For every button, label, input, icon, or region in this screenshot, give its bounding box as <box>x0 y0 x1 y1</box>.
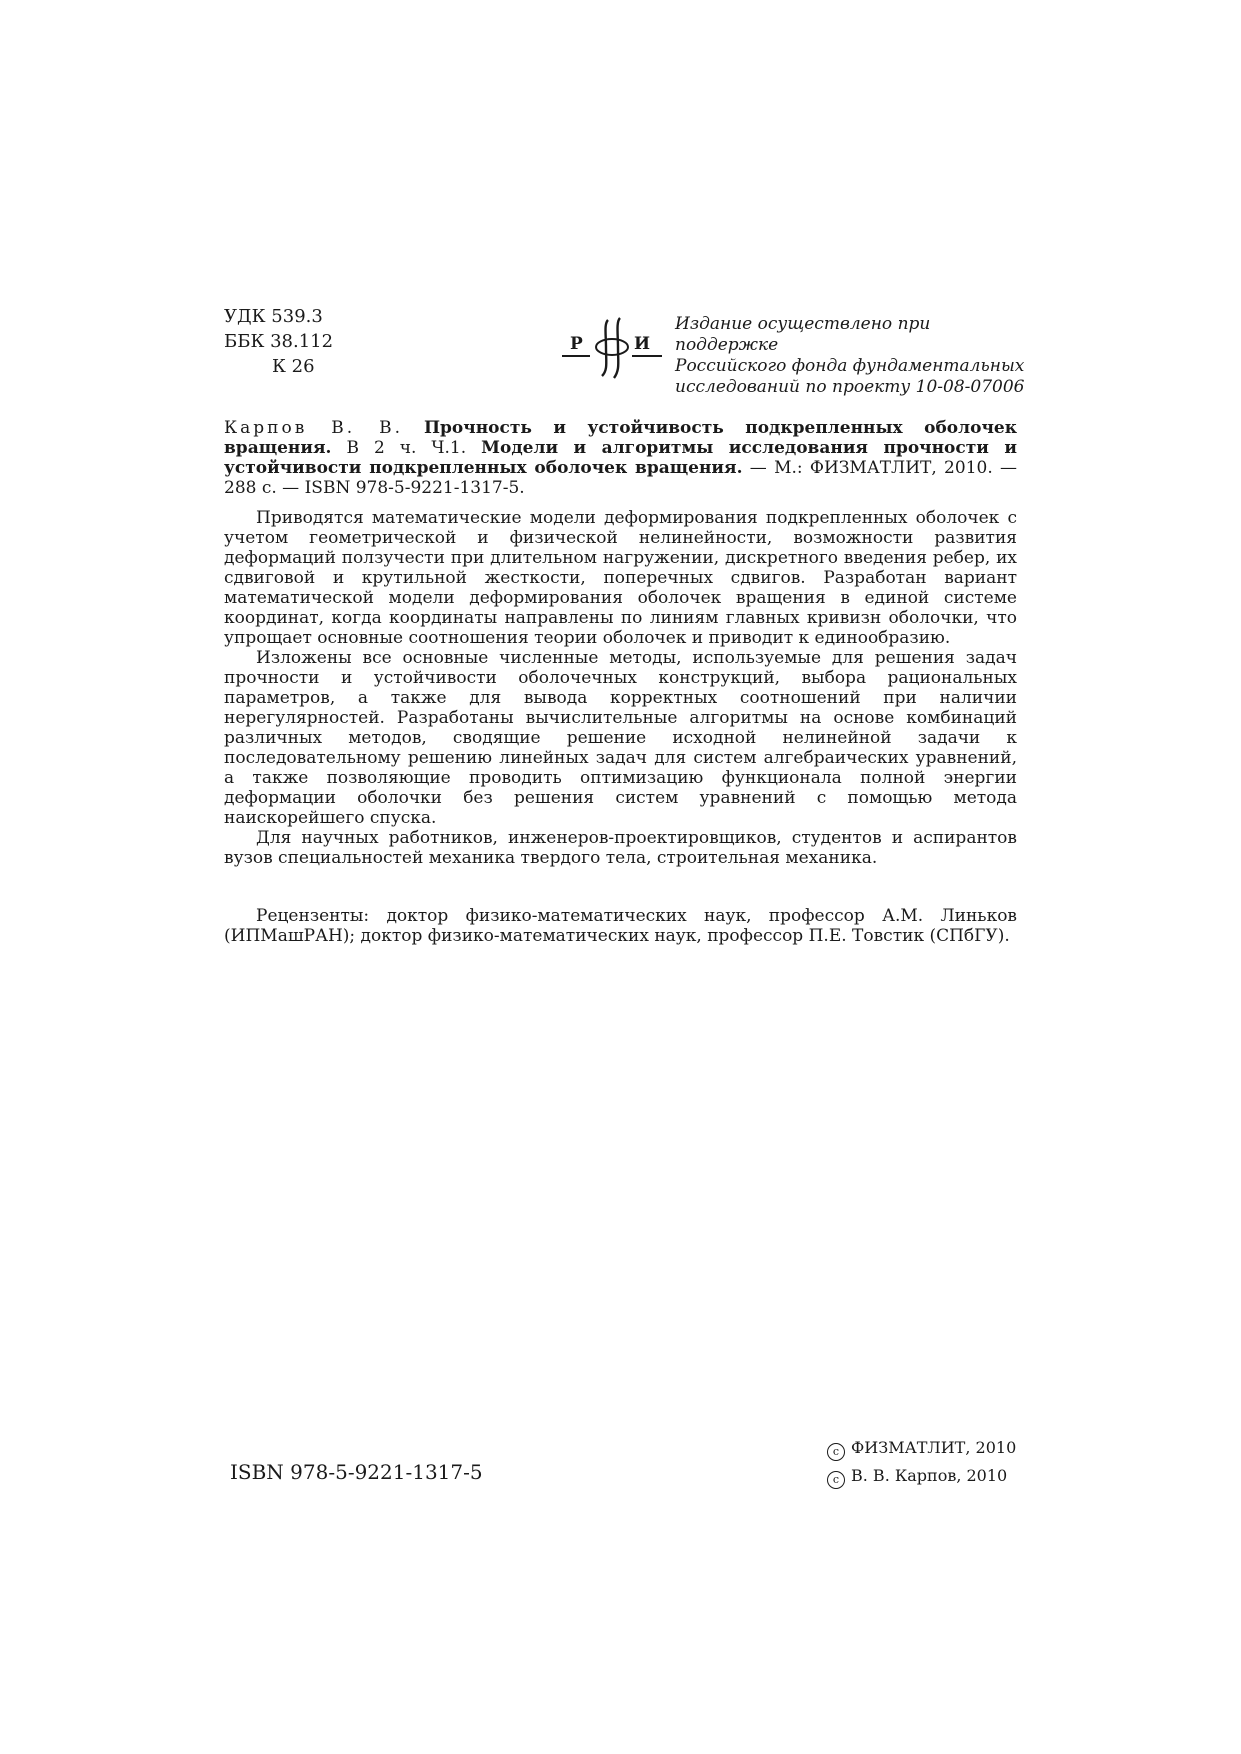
copyright-icon: c <box>827 1471 845 1489</box>
copyright-publisher <box>827 1434 1016 1462</box>
biblio-subtitle: Модели и алгоритмы исследования прочности и устойчивости подкрепленных оболочек вращения. <box>224 438 1017 478</box>
logo-letter-right: И <box>634 334 651 354</box>
biblio-imprint: — М.: ФИЗМАТЛИТ, 2010. — 288 с. — ISBN 978-5-9221-1317-5. <box>224 458 1017 498</box>
abstract <box>224 508 1017 868</box>
abstract-paragraph: Изложены все основные численные методы, используемые для решения задач прочности и устойчивости оболочечных конструкций, выбора рациональных параметров, а также для вывода корректных соотношений при наличии нерегулярностей. Разработаны вычислительные алгоритмы на основе комбинаций различных методов, сводящие решение исходной нелинейной задачи к последовательному решению линейных задач для систем алгебраических уравнений, а также позволяющие проводить оптимизацию функционала полной энергии деформации оболочки без решения систем уравнений с помощью метода наискорейшего спуска. <box>224 648 1017 828</box>
bibliographic-record <box>224 418 1017 498</box>
biblio-parts: В 2 ч. Ч.1. <box>346 438 467 458</box>
author-mark: К 26 <box>272 356 315 377</box>
isbn: ISBN 978-5-9221-1317-5 <box>230 1460 483 1484</box>
copyright-icon: c <box>827 1443 845 1461</box>
reviewers: Рецензенты: доктор физико-математических наук, профессор А.М. Линьков (ИПМашРАН); доктор физико-математических наук, профессор П.Е. Товстик (СПбГУ). <box>224 906 1017 946</box>
udk-code: УДК 539.3 <box>224 306 323 327</box>
support-line-1: Издание осуществлено при поддержке <box>675 314 931 355</box>
title-page-verso <box>224 304 1025 946</box>
abstract-paragraph: Для научных работников, инженеров-проектировщиков, студентов и аспирантов вузов специальностей механика твердого тела, строительная механика. <box>224 828 1017 868</box>
header-block <box>224 304 1025 397</box>
copyright-author-text: В. В. Карпов, 2010 <box>851 1466 1008 1485</box>
abstract-paragraph: Приводятся математические модели деформирования подкрепленных оболочек с учетом геометрической и физической нелинейности, возможности развития деформаций ползучести при длительном нагружении, дискретного введения ребер, их сдвиговой и крутильной жесткости, поперечных сдвигов. Разработан вариант математической модели деформирования оболочек вращения в единой системе координат, когда координаты направлены по линиям главных кривизн оболочки, что упрощает основные соотношения теории оболочек и приводит к единообразию. <box>224 508 1017 648</box>
biblio-author: Карпов В. В. <box>224 418 404 438</box>
copyright-author <box>827 1462 1016 1490</box>
rffi-logo-icon <box>562 314 666 380</box>
copyright-publisher-text: ФИЗМАТЛИТ, 2010 <box>851 1438 1017 1457</box>
support-line-3: исследований по проекту 10-08-07006 <box>675 377 1025 397</box>
logo-letter-left: Р <box>570 334 583 354</box>
biblio-title: Прочность и устойчивость подкрепленных оболочек вращения. <box>224 418 1017 458</box>
support-note <box>675 314 1035 398</box>
support-line-2: Российского фонда фундаментальных <box>675 356 1025 376</box>
bbk-code: ББК 38.112 <box>224 331 334 352</box>
copyright-block <box>827 1434 1016 1490</box>
classification-codes <box>224 304 333 379</box>
